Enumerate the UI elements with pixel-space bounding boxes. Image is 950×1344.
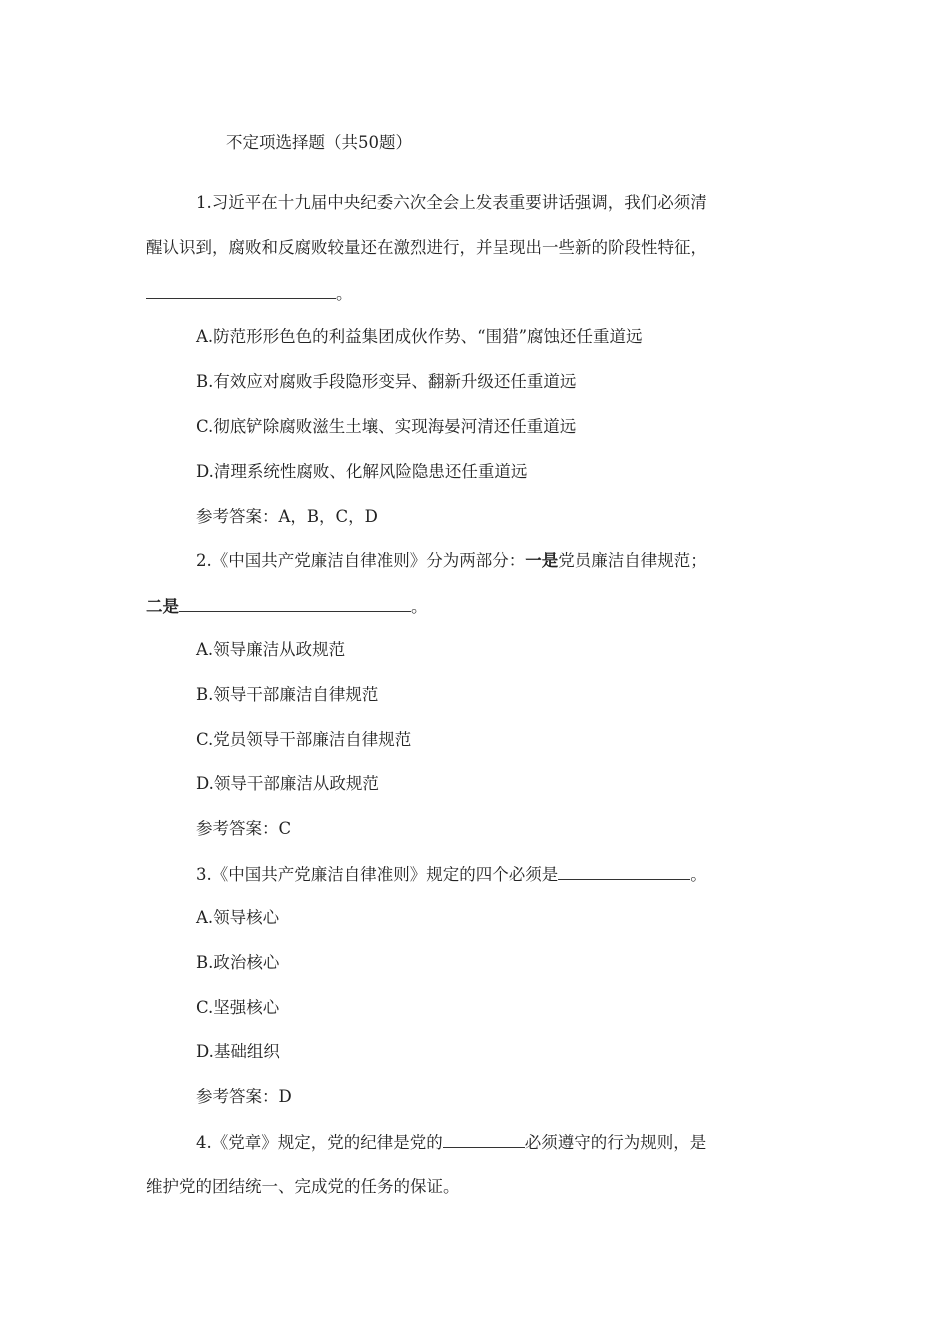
answer-blank	[179, 595, 411, 612]
question-2-line-2	[146, 595, 428, 618]
question-1-option-d: D.清理系统性腐败、化解风险隐患还任重道远	[196, 462, 528, 481]
question-4-line-2: 维护党的团结统一、完成党的任务的保证。	[146, 1177, 460, 1196]
question-3-option-a: A.领导核心	[196, 908, 280, 927]
question-1-line-3	[146, 282, 353, 305]
question-2-line-2-end: 。	[411, 597, 428, 616]
question-1-line-2: 醒认识到，腐败和反腐败较量还在激烈进行，并呈现出一些新的阶段性特征，	[146, 238, 707, 257]
question-1-line-3-end: 。	[336, 284, 353, 303]
answer-blank	[558, 863, 690, 880]
question-1-option-b: B.有效应对腐败手段隐形变异、翻新升级还任重道远	[196, 372, 577, 391]
question-2-line-1-a: 2.《中国共产党廉洁自律准则》分为两部分：	[196, 551, 526, 570]
question-3-option-d: D.基础组织	[196, 1042, 280, 1061]
question-2-option-d: D.领导干部廉洁从政规范	[196, 774, 379, 793]
question-1-line-1: 1.习近平在十九届中央纪委六次全会上发表重要讲话强调，我们必须清	[196, 193, 707, 212]
question-3-line-1-end: 。	[690, 865, 707, 884]
question-2-line-1-b: 党员廉洁自律规范；	[558, 551, 707, 570]
question-2-answer: 参考答案：C	[196, 819, 292, 838]
question-2-option-a: A.领导廉洁从政规范	[196, 640, 346, 659]
question-1-option-a: A.防范形形色色的利益集团成伙作势、“围猎”腐蚀还任重道远	[196, 327, 643, 346]
question-3-answer: 参考答案：D	[196, 1087, 292, 1106]
question-2-line-1-bold: 一是	[525, 551, 559, 570]
question-3-option-b: B.政治核心	[196, 953, 280, 972]
question-2-option-c: C.党员领导干部廉洁自律规范	[196, 730, 412, 749]
answer-blank	[443, 1131, 525, 1148]
question-2-line-1	[196, 550, 707, 572]
question-4-line-1	[196, 1131, 706, 1154]
question-1-answer: 参考答案：A，B，C，D	[196, 507, 378, 526]
question-2-line-2-bold: 二是	[146, 597, 179, 616]
question-3-option-c: C.坚强核心	[196, 998, 280, 1017]
question-1-option-c: C.彻底铲除腐败滋生土壤、实现海晏河清还任重道远	[196, 417, 577, 436]
answer-blank	[146, 282, 336, 299]
question-3-line-1-text: 3.《中国共产党廉洁自律准则》规定的四个必须是	[196, 865, 559, 884]
question-4-line-1-b: 必须遵守的行为规则，是	[524, 1133, 707, 1152]
question-3-line-1	[196, 863, 707, 886]
question-2-option-b: B.领导干部廉洁自律规范	[196, 685, 379, 704]
question-4-line-1-a: 4.《党章》规定，党的纪律是党的	[196, 1133, 443, 1152]
page-title: 不定项选择题（共50题）	[226, 133, 412, 152]
